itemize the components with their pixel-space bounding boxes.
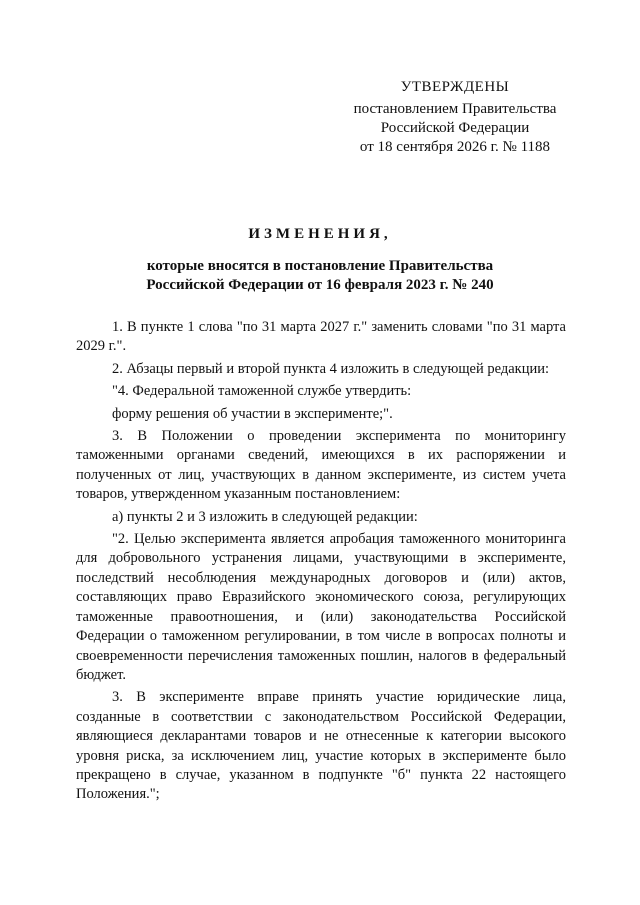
approval-line: Российской Федерации bbox=[380, 120, 530, 136]
paragraph: 3. В эксперименте вправе принять участие юридические лица, созданные в соответствии с законодательством Российской Федерации, являющиеся декларантами товаров и не отнесенные к категории высокого уровня риска, за исключением лиц, участие которых в эксперименте было прекращено в случае, указанном в подпункте "б" пункта 22 настоящего Положения."; bbox=[76, 689, 566, 803]
approval-label: УТВЕРЖДЕНЫ bbox=[400, 79, 510, 95]
paragraph: "4. Федеральной таможенной службе утвердить: bbox=[112, 383, 412, 400]
approval-block bbox=[340, 78, 570, 157]
title-heading: ИЗМЕНЕНИЯ, bbox=[248, 226, 392, 242]
paragraph: форму решения об участии в эксперименте;". bbox=[112, 405, 393, 422]
document-body bbox=[76, 318, 566, 808]
paragraph: 2. Абзацы первый и второй пункта 4 изложить в следующей редакции: bbox=[112, 360, 550, 377]
title-subtitle-line: Российской Федерации от 16 февраля 2023 г. № 240 bbox=[146, 277, 494, 293]
paragraph: 3. В Положении о проведении эксперимента по мониторингу таможенными органами сведений, имеющихся в их распоряжении и полученных от лиц, участвующих в данном эксперименте, из систем учета товаров, утвержденном указанным постановлением: bbox=[76, 428, 566, 503]
approval-line: постановлением Правительства bbox=[353, 101, 557, 117]
document-title bbox=[60, 226, 580, 295]
approval-line: от 18 сентября 2026 г. № 1188 bbox=[359, 139, 551, 155]
paragraph: а) пункты 2 и 3 изложить в следующей редакции: bbox=[112, 508, 418, 525]
paragraph: "2. Целью эксперимента является апробация таможенного мониторинга для добровольного устранения лицами, участвующими в эксперименте, последствий несоблюдения международных договоров и (или) актов, составляющих право Евразийского экономического союза, регулирующих таможенные правоотношения, и (или) законодательства Российской Федерации о таможенном регулировании, в том числе в вопросах полноты и своевременности перечисления таможенных пошлин, налогов в федеральный бюджет. bbox=[76, 531, 566, 683]
paragraph: 1. В пункте 1 слова "по 31 марта 2027 г." заменить словами "по 31 марта 2029 г.". bbox=[76, 319, 566, 355]
title-subtitle-line: которые вносятся в постановление Правительства bbox=[146, 258, 494, 274]
